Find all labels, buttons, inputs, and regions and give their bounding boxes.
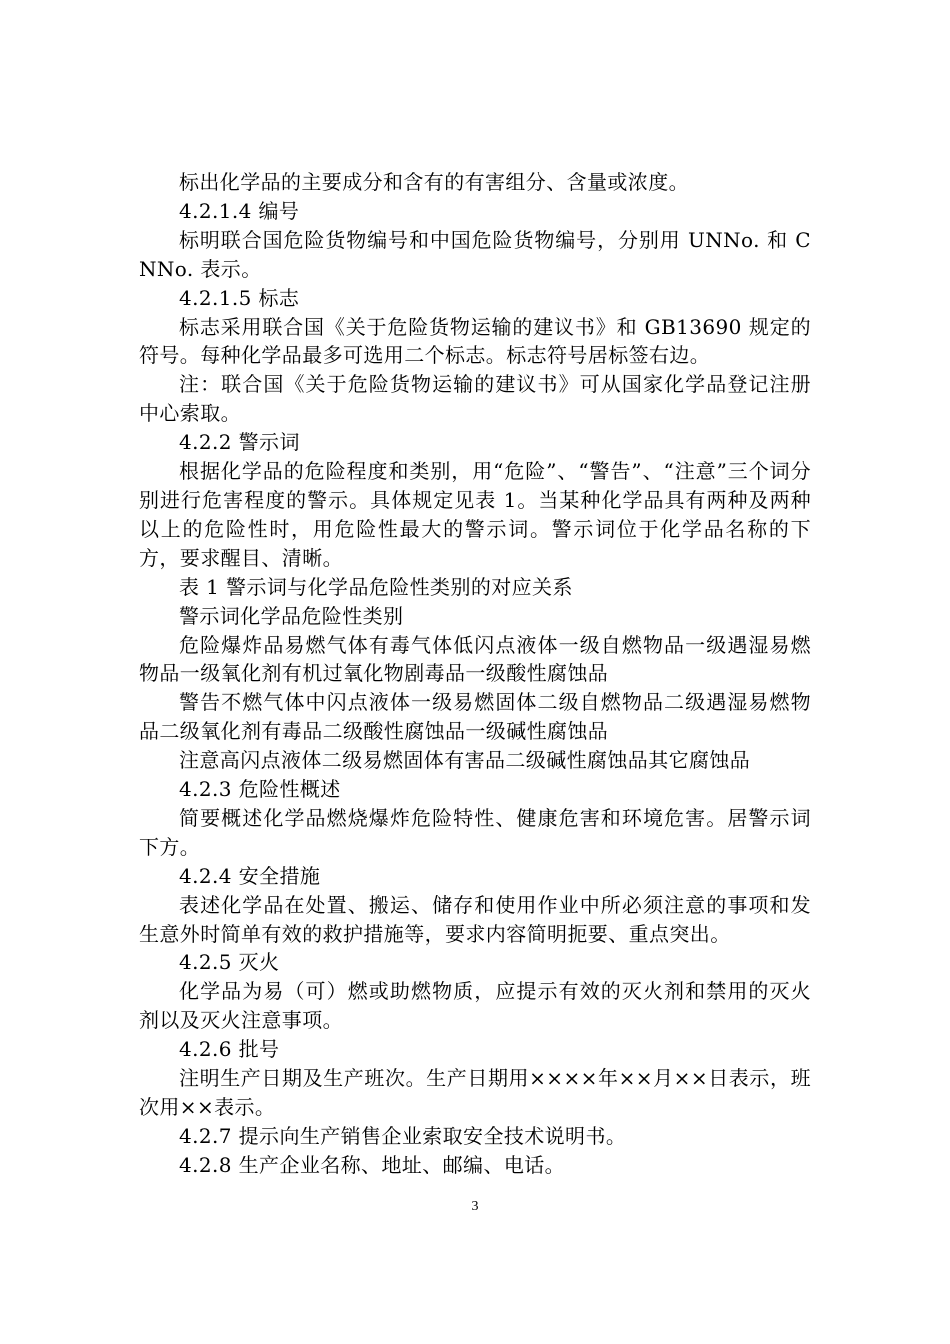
table-row-danger: 危险爆炸品易燃气体有毒气体低闪点液体一级自燃物品一级遇湿易燃物品一级氧化剂有机过氧化物剧毒品一级酸性腐蚀品: [139, 632, 811, 686]
section-item-4-2-7: 4.2.7 提示向生产销售企业索取安全技术说明书。: [179, 1123, 627, 1148]
section-heading-4-2-1-4: 4.2.1.4 编号: [179, 198, 300, 223]
paragraph: 标志采用联合国《关于危险货物运输的建议书》和 GB13690 规定的符号。每种化学品最多可选用二个标志。标志符号居标签右边。: [139, 314, 811, 368]
paragraph: 化学品为易（可）燃或助燃物质，应提示有效的灭火剂和禁用的灭火剂以及灭火注意事项。: [139, 979, 811, 1033]
table-caption: 表 1 警示词与化学品危险性类别的对应关系: [179, 574, 573, 599]
page-number: 3: [471, 1199, 479, 1214]
paragraph: 注明生产日期及生产班次。生产日期用××××年××月××日表示，班次用××表示。: [139, 1066, 811, 1119]
paragraph: 标出化学品的主要成分和含有的有害组分、含量或浓度。: [179, 170, 689, 194]
section-item-4-2-8: 4.2.8 生产企业名称、地址、邮编、电话。: [179, 1152, 566, 1177]
section-heading-4-2-1-5: 4.2.1.5 标志: [179, 285, 300, 310]
table-header-row: 警示词化学品危险性类别: [179, 603, 404, 628]
section-heading-4-2-6: 4.2.6 批号: [179, 1037, 280, 1062]
paragraph: 标明联合国危险货物编号和中国危险货物编号，分别用 UNNo. 和 CNNo. 表示。: [139, 227, 811, 281]
table-row-warning: 警告不燃气体中闪点液体一级易燃固体二级自燃物品二级遇湿易燃物品二级氧化剂有毒品二级酸性腐蚀品一级碱性腐蚀品: [139, 690, 811, 744]
paragraph: 简要概述化学品燃烧爆炸危险特性、健康危害和环境危害。居警示词下方。: [139, 805, 811, 859]
paragraph: 表述化学品在处置、搬运、储存和使用作业中所必须注意的事项和发生意外时简单有效的救护措施等，要求内容简明扼要、重点突出。: [139, 892, 811, 946]
body-text: [139, 168, 811, 1180]
table-row-caution: 注意高闪点液体二级易燃固体有害品二级碱性腐蚀品其它腐蚀品: [179, 748, 751, 773]
section-heading-4-2-3: 4.2.3 危险性概述: [179, 777, 341, 802]
section-heading-4-2-2: 4.2.2 警示词: [179, 430, 300, 455]
note-paragraph: 注：联合国《关于危险货物运输的建议书》可从国家化学品登记注册中心索取。: [139, 372, 811, 426]
section-heading-4-2-5: 4.2.5 灭火: [179, 950, 280, 975]
paragraph: 根据化学品的危险程度和类别，用“危险”、“警告”、“注意”三个词分别进行危害程度的警示。具体规定见表 1。当某种化学品具有两种及两种以上的危险性时，用危险性最大的警示词。警示词位于化学品名称的下方，要求醒目、清晰。: [139, 459, 811, 570]
section-heading-4-2-4: 4.2.4 安全措施: [179, 863, 321, 888]
